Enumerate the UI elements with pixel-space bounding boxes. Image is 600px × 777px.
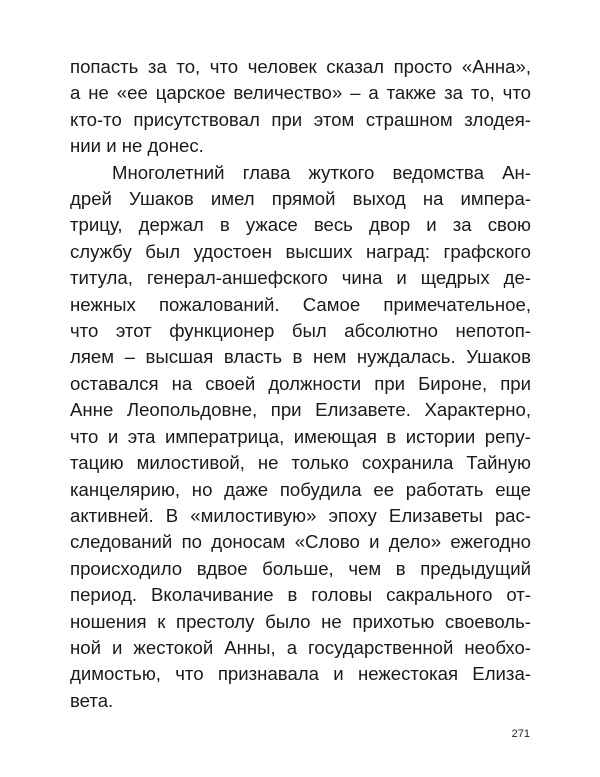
text-line: службу был удостоен высших наград: графского xyxy=(70,240,531,262)
text-line: дрей Ушаков имел прямой выход на импера- xyxy=(70,188,531,210)
paragraph xyxy=(70,160,531,715)
text-line: Многолетний глава жуткого ведомства Ан- xyxy=(112,161,531,183)
text-line: титула, генерал-аншефского чина и щедрых де- xyxy=(70,267,531,289)
text-line: попасть за то, что человек сказал просто «Анна», xyxy=(70,56,531,77)
text-line: следований по доносам «Слово и дело» ежегодно xyxy=(70,531,531,553)
page-number: 271 xyxy=(511,728,530,740)
text-line: канцелярию, но даже побудила ее работать еще xyxy=(70,478,531,500)
text-line: кто-то присутствовал при этом страшном злодея- xyxy=(70,108,531,130)
text-line: Анне Леопольдовне, при Елизавете. Характерно, xyxy=(70,399,531,421)
body-text xyxy=(70,54,531,714)
text-line: период. Вколачивание в головы сакрального от- xyxy=(70,584,531,606)
text-line: димостью, что признавала и нежестокая Елиза- xyxy=(70,663,531,685)
text-line: трицу, держал в ужасе весь двор и за свою xyxy=(70,214,531,236)
text-line: нежных пожалований. Самое примечательное, xyxy=(70,293,531,315)
text-line: активней. В «милостивую» эпоху Елизаветы рас- xyxy=(70,504,531,526)
text-line: а не «ее царское величество» – а также за то, что xyxy=(70,82,531,104)
text-line: что этот функционер был абсолютно непотоп- xyxy=(70,320,531,342)
text-line: происходило вдвое больше, чем в предыдущий xyxy=(70,557,531,579)
text-line: нии и не донес. xyxy=(70,135,204,157)
text-line: что и эта императрица, имеющая в истории репу- xyxy=(70,425,531,447)
paragraph xyxy=(70,54,531,160)
text-line: вета. xyxy=(70,689,114,711)
text-line: ляем – высшая власть в нем нуждалась. Ушаков xyxy=(70,346,531,368)
text-line: ношения к престолу было не прихотью своеволь- xyxy=(70,610,531,632)
text-line: оставался на своей должности при Бироне, при xyxy=(70,372,531,394)
text-line: ной и жестокой Анны, а государственной необхо- xyxy=(70,636,531,658)
text-line: тацию милостивой, не только сохранила Тайную xyxy=(70,452,531,474)
